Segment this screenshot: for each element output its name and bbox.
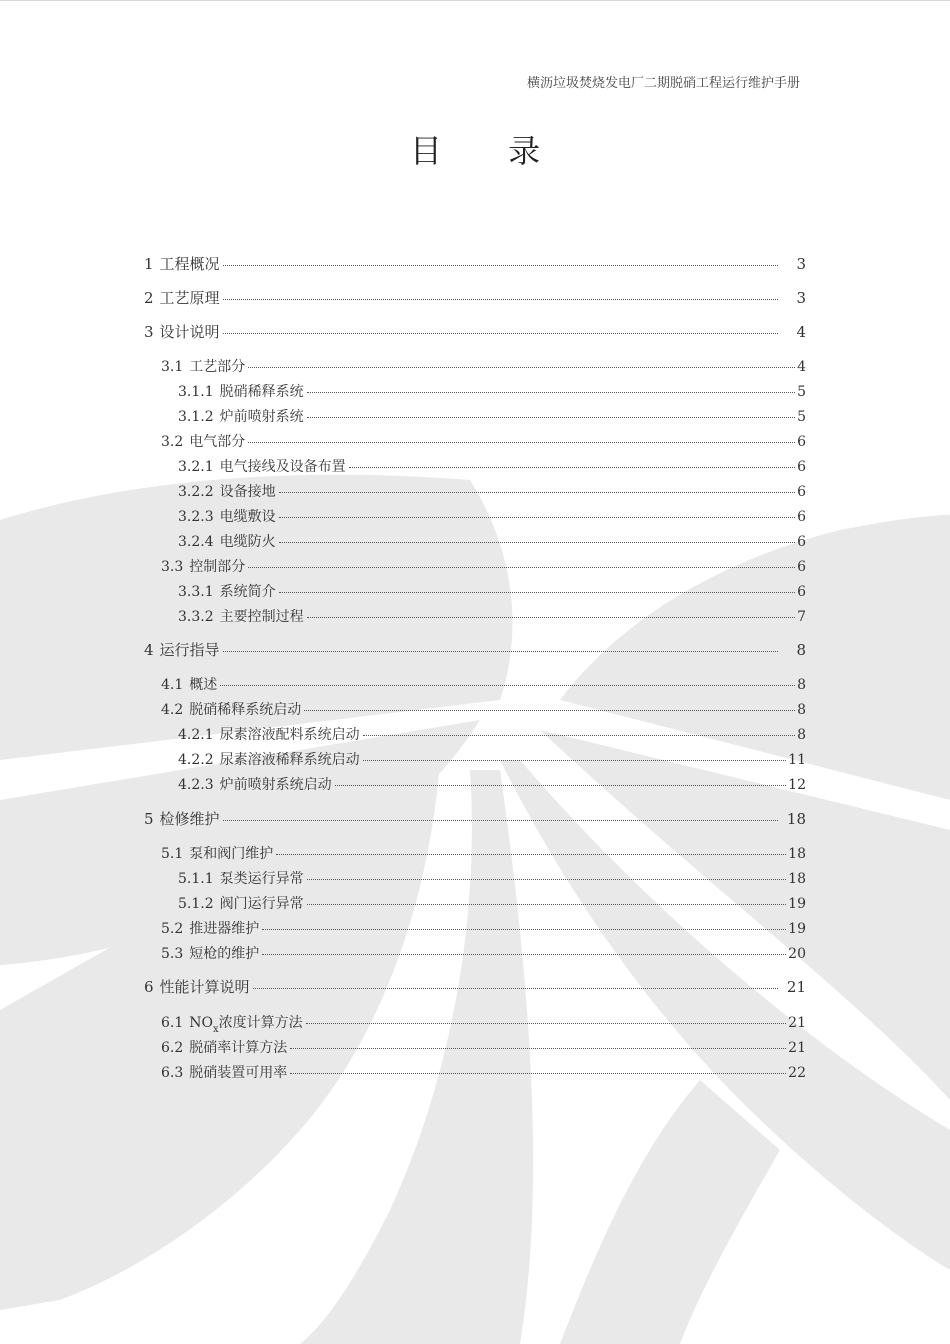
toc-entry-title [160, 321, 220, 342]
toc-page-number: 12 [788, 777, 806, 793]
toc-page-number: 8 [797, 677, 806, 693]
toc-leader-dots [304, 700, 795, 711]
toc-page-number: 8 [796, 641, 806, 659]
toc-entry-title-text: 概述 [189, 677, 218, 693]
toc-page-number: 22 [788, 1065, 806, 1081]
toc-entry-title [189, 1012, 303, 1035]
toc-entry-title [220, 531, 276, 551]
toc-entry-title-text: 电气接线及设备布置 [219, 459, 346, 475]
toc-entry-number: 5.2 [161, 921, 184, 937]
toc-leader-dots [306, 1013, 787, 1024]
toc-leader-dots [279, 507, 795, 518]
toc-page-number: 3 [796, 255, 806, 273]
toc-entry-number: 6.3 [161, 1065, 184, 1081]
toc-entry-4-2[interactable] [161, 699, 806, 719]
toc-leader-dots [248, 557, 795, 568]
toc-entry-number: 4.2.1 [178, 727, 214, 743]
toc-entry-title-text: 浓度计算方法 [218, 1015, 303, 1031]
toc-leader-dots [223, 255, 778, 267]
toc-leader-dots [248, 357, 795, 368]
toc-entry-title [189, 943, 259, 963]
toc-page-number: 6 [797, 459, 806, 475]
toc-entry-title-text: 工艺原理 [159, 289, 220, 307]
toc-leader-dots [335, 775, 787, 786]
toc-entry-number: 5.3 [161, 946, 184, 962]
toc-leader-dots [223, 810, 778, 822]
toc-entry-title [160, 808, 220, 829]
toc-leader-dots [262, 944, 786, 955]
toc-entry-number: 4.2 [161, 702, 184, 718]
toc-leader-dots [223, 641, 778, 653]
toc-entry-title-text: 脱硝稀释系统 [219, 384, 304, 400]
toc-entry-number: 3 [144, 323, 154, 341]
toc-entry-6[interactable] [144, 976, 806, 997]
toc-entry-6-2[interactable] [161, 1037, 806, 1057]
toc-entry-5-2[interactable] [161, 918, 806, 938]
toc-entry-title-text: 工程概况 [159, 255, 220, 273]
toc-entry-3[interactable] [144, 321, 806, 342]
toc-entry-number: 3.1.1 [178, 384, 214, 400]
toc-page-number: 21 [788, 1015, 806, 1031]
toc-entry-number: 3.3.2 [178, 609, 214, 625]
toc-entry-number: 3.2.3 [178, 509, 214, 525]
toc-leader-dots [290, 1063, 786, 1074]
toc-entry-title-text: 炉前喷射系统 [219, 409, 304, 425]
toc-leader-dots [307, 407, 795, 418]
toc-entry-3-2-4[interactable] [178, 531, 806, 551]
toc-entry-number: 3.1.2 [178, 409, 214, 425]
toc-leader-dots [253, 978, 778, 990]
toc-entry-number: 6.2 [161, 1040, 184, 1056]
toc-page-number: 18 [788, 871, 806, 887]
toc-page-number: 11 [788, 752, 806, 768]
toc-entry-title-text: 阀门运行异常 [219, 896, 304, 912]
toc-entry-3-1[interactable] [161, 356, 806, 376]
toc-entry-number: 4.1 [161, 677, 184, 693]
toc-entry-title-text: 泵类运行异常 [219, 871, 304, 887]
toc-leader-dots [220, 675, 795, 686]
toc-leader-dots [307, 894, 787, 905]
toc-entry-title-text: 系统简介 [219, 584, 276, 600]
toc-page-number: 5 [797, 384, 806, 400]
toc-page-number: 19 [788, 896, 806, 912]
toc-leader-dots [307, 869, 787, 880]
toc-entry-3-2-1[interactable] [178, 456, 806, 476]
toc-page-number: 3 [796, 289, 806, 307]
toc-entry-title [220, 749, 360, 769]
toc-entry-number: 4 [144, 641, 154, 659]
toc-entry-title-text: 设计说明 [159, 323, 220, 341]
toc-leader-dots [349, 457, 795, 468]
toc-leader-dots [363, 750, 787, 761]
toc-entry-title-text: 脱硝装置可用率 [189, 1065, 288, 1081]
toc-entry-title-text: 运行指导 [159, 641, 220, 659]
toc-entry-title [160, 639, 220, 660]
toc-entry-3-2-2[interactable] [178, 481, 806, 501]
toc-entry-title [220, 406, 304, 426]
toc-entry-title [189, 1037, 287, 1057]
toc-entry-title [220, 606, 304, 626]
toc-page-number: 5 [797, 409, 806, 425]
toc-entry-5-1[interactable] [161, 843, 806, 863]
toc-entry-title-text: 尿素溶液稀释系统启动 [219, 752, 360, 768]
toc-entry-title-text: 尿素溶液配料系统启动 [219, 727, 360, 743]
toc-page-number: 20 [788, 946, 806, 962]
toc-page-number: 7 [797, 609, 806, 625]
toc-entry-title-text: 推进器维护 [189, 921, 260, 937]
toc-page-number: 6 [797, 484, 806, 500]
toc-page-number: 21 [788, 1040, 806, 1056]
toc-entry-title-text: 电缆敷设 [219, 509, 276, 525]
toc-entry-number: 4.2.3 [178, 777, 214, 793]
toc-entry-number: 1 [144, 255, 154, 273]
toc-entry-number: 3.2.2 [178, 484, 214, 500]
toc-entry-5-3[interactable] [161, 943, 806, 963]
toc-entry-title [220, 774, 332, 794]
toc-page-number: 21 [786, 978, 806, 996]
toc-page-number: 8 [797, 702, 806, 718]
toc-page-number: 6 [797, 534, 806, 550]
toc-entry-3-3-2[interactable] [178, 606, 806, 626]
toc-entry-title-text: 检修维护 [159, 810, 220, 828]
toc-entry-3-1-2[interactable] [178, 406, 806, 426]
toc-leader-dots [279, 532, 795, 543]
toc-entry-title [220, 381, 304, 401]
toc-entry-4-2-3[interactable] [178, 774, 806, 794]
toc-entry-title-text: 工艺部分 [189, 359, 246, 375]
toc-page-number: 6 [797, 434, 806, 450]
toc-leader-dots [307, 607, 795, 618]
toc-entry-number: 3.1 [161, 359, 184, 375]
toc-entry-number: 5.1 [161, 846, 184, 862]
toc-entry-number: 3.2 [161, 434, 184, 450]
toc-entry-4[interactable] [144, 639, 806, 660]
toc-entry-5-1-1[interactable] [178, 868, 806, 888]
toc-entry-title [189, 1062, 287, 1082]
toc-entry-6-3[interactable] [161, 1062, 806, 1082]
toc-entry-title-text: 控制部分 [189, 559, 246, 575]
toc-page-number: 8 [797, 727, 806, 743]
toc-entry-title-text: 电缆防火 [219, 534, 276, 550]
toc-entry-number: 5.1.2 [178, 896, 214, 912]
toc-entry-3-3[interactable] [161, 556, 806, 576]
toc-entry-4-2-2[interactable] [178, 749, 806, 769]
toc-entry-title-text: 炉前喷射系统启动 [219, 777, 332, 793]
toc-entry-3-2[interactable] [161, 431, 806, 451]
toc-leader-dots [276, 844, 786, 855]
toc-leader-dots [279, 582, 795, 593]
toc-entry-title-text: 脱硝率计算方法 [189, 1040, 288, 1056]
toc-leader-dots [307, 382, 795, 393]
toc-entry-title-text: 泵和阀门维护 [189, 846, 274, 862]
toc-entry-title [220, 581, 276, 601]
page-title: 目 录 [409, 132, 569, 170]
toc-entry-title [220, 893, 304, 913]
toc-entry-title [220, 724, 360, 744]
toc-entry-title [160, 253, 220, 274]
toc-entry-3-2-3[interactable] [178, 506, 806, 526]
toc-entry-title [160, 287, 220, 308]
toc-entry-number: 3.3 [161, 559, 184, 575]
toc-entry-title-text: 短枪的维护 [189, 946, 260, 962]
toc-entry-title [189, 556, 245, 576]
toc-page-number: 6 [797, 509, 806, 525]
toc-entry-3-3-1[interactable] [178, 581, 806, 601]
toc-leader-dots [248, 432, 795, 443]
toc-entry-title [189, 356, 245, 376]
toc-entry-number: 5 [144, 810, 154, 828]
toc-entry-title-prefix: NO [189, 1015, 213, 1031]
toc-page-number: 6 [797, 584, 806, 600]
toc-entry-title [189, 843, 273, 863]
toc-entry-number: 5.1.1 [178, 871, 214, 887]
toc-entry-number: 6 [144, 978, 154, 996]
toc-entry-title-text: 电气部分 [189, 434, 246, 450]
toc-page-number: 18 [786, 810, 806, 828]
toc-entry-title [220, 506, 276, 526]
toc-entry-number: 3.3.1 [178, 584, 214, 600]
toc-leader-dots [279, 482, 795, 493]
toc-entry-title-text: 主要控制过程 [219, 609, 304, 625]
toc-entry-title [220, 456, 346, 476]
toc-entry-5-1-2[interactable] [178, 893, 806, 913]
toc-entry-title [189, 699, 301, 719]
toc-entry-title [220, 481, 276, 501]
toc-entry-number: 4.2.2 [178, 752, 214, 768]
toc-entry-5[interactable] [144, 808, 806, 829]
toc-leader-dots [223, 323, 778, 335]
toc-leader-dots [290, 1038, 786, 1049]
toc-entry-title-text: 脱硝稀释系统启动 [189, 702, 302, 718]
toc-page-number: 19 [788, 921, 806, 937]
toc-entry-title-text: 性能计算说明 [159, 978, 250, 996]
toc-entry-title [160, 976, 250, 997]
toc-entry-4-1[interactable] [161, 674, 806, 694]
toc-leader-dots [223, 289, 778, 301]
toc-page-number: 4 [796, 323, 806, 341]
document-header: 横沥垃圾焚烧发电厂二期脱硝工程运行维护手册 [526, 76, 800, 91]
toc-entry-title [220, 868, 304, 888]
toc-entry-title [189, 431, 245, 451]
toc-entry-number: 2 [144, 289, 154, 307]
toc-entry-number: 3.2.4 [178, 534, 214, 550]
toc-entry-number: 3.2.1 [178, 459, 214, 475]
toc-leader-dots [363, 725, 795, 736]
toc-entry-title-subscript: x [213, 1024, 219, 1035]
toc-page-number: 18 [788, 846, 806, 862]
toc-entry-1[interactable] [144, 253, 806, 274]
toc-page-number: 4 [797, 359, 806, 375]
toc-page-number: 6 [797, 559, 806, 575]
toc-entry-title-text: 设备接地 [219, 484, 276, 500]
toc-entry-4-2-1[interactable] [178, 724, 806, 744]
toc-entry-title [189, 918, 259, 938]
toc-leader-dots [262, 919, 786, 930]
toc-entry-number: 6.1 [161, 1015, 184, 1031]
toc-entry-3-1-1[interactable] [178, 381, 806, 401]
toc-entry-6-1[interactable] [161, 1012, 806, 1035]
toc-entry-2[interactable] [144, 287, 806, 308]
toc-entry-title [189, 674, 217, 694]
